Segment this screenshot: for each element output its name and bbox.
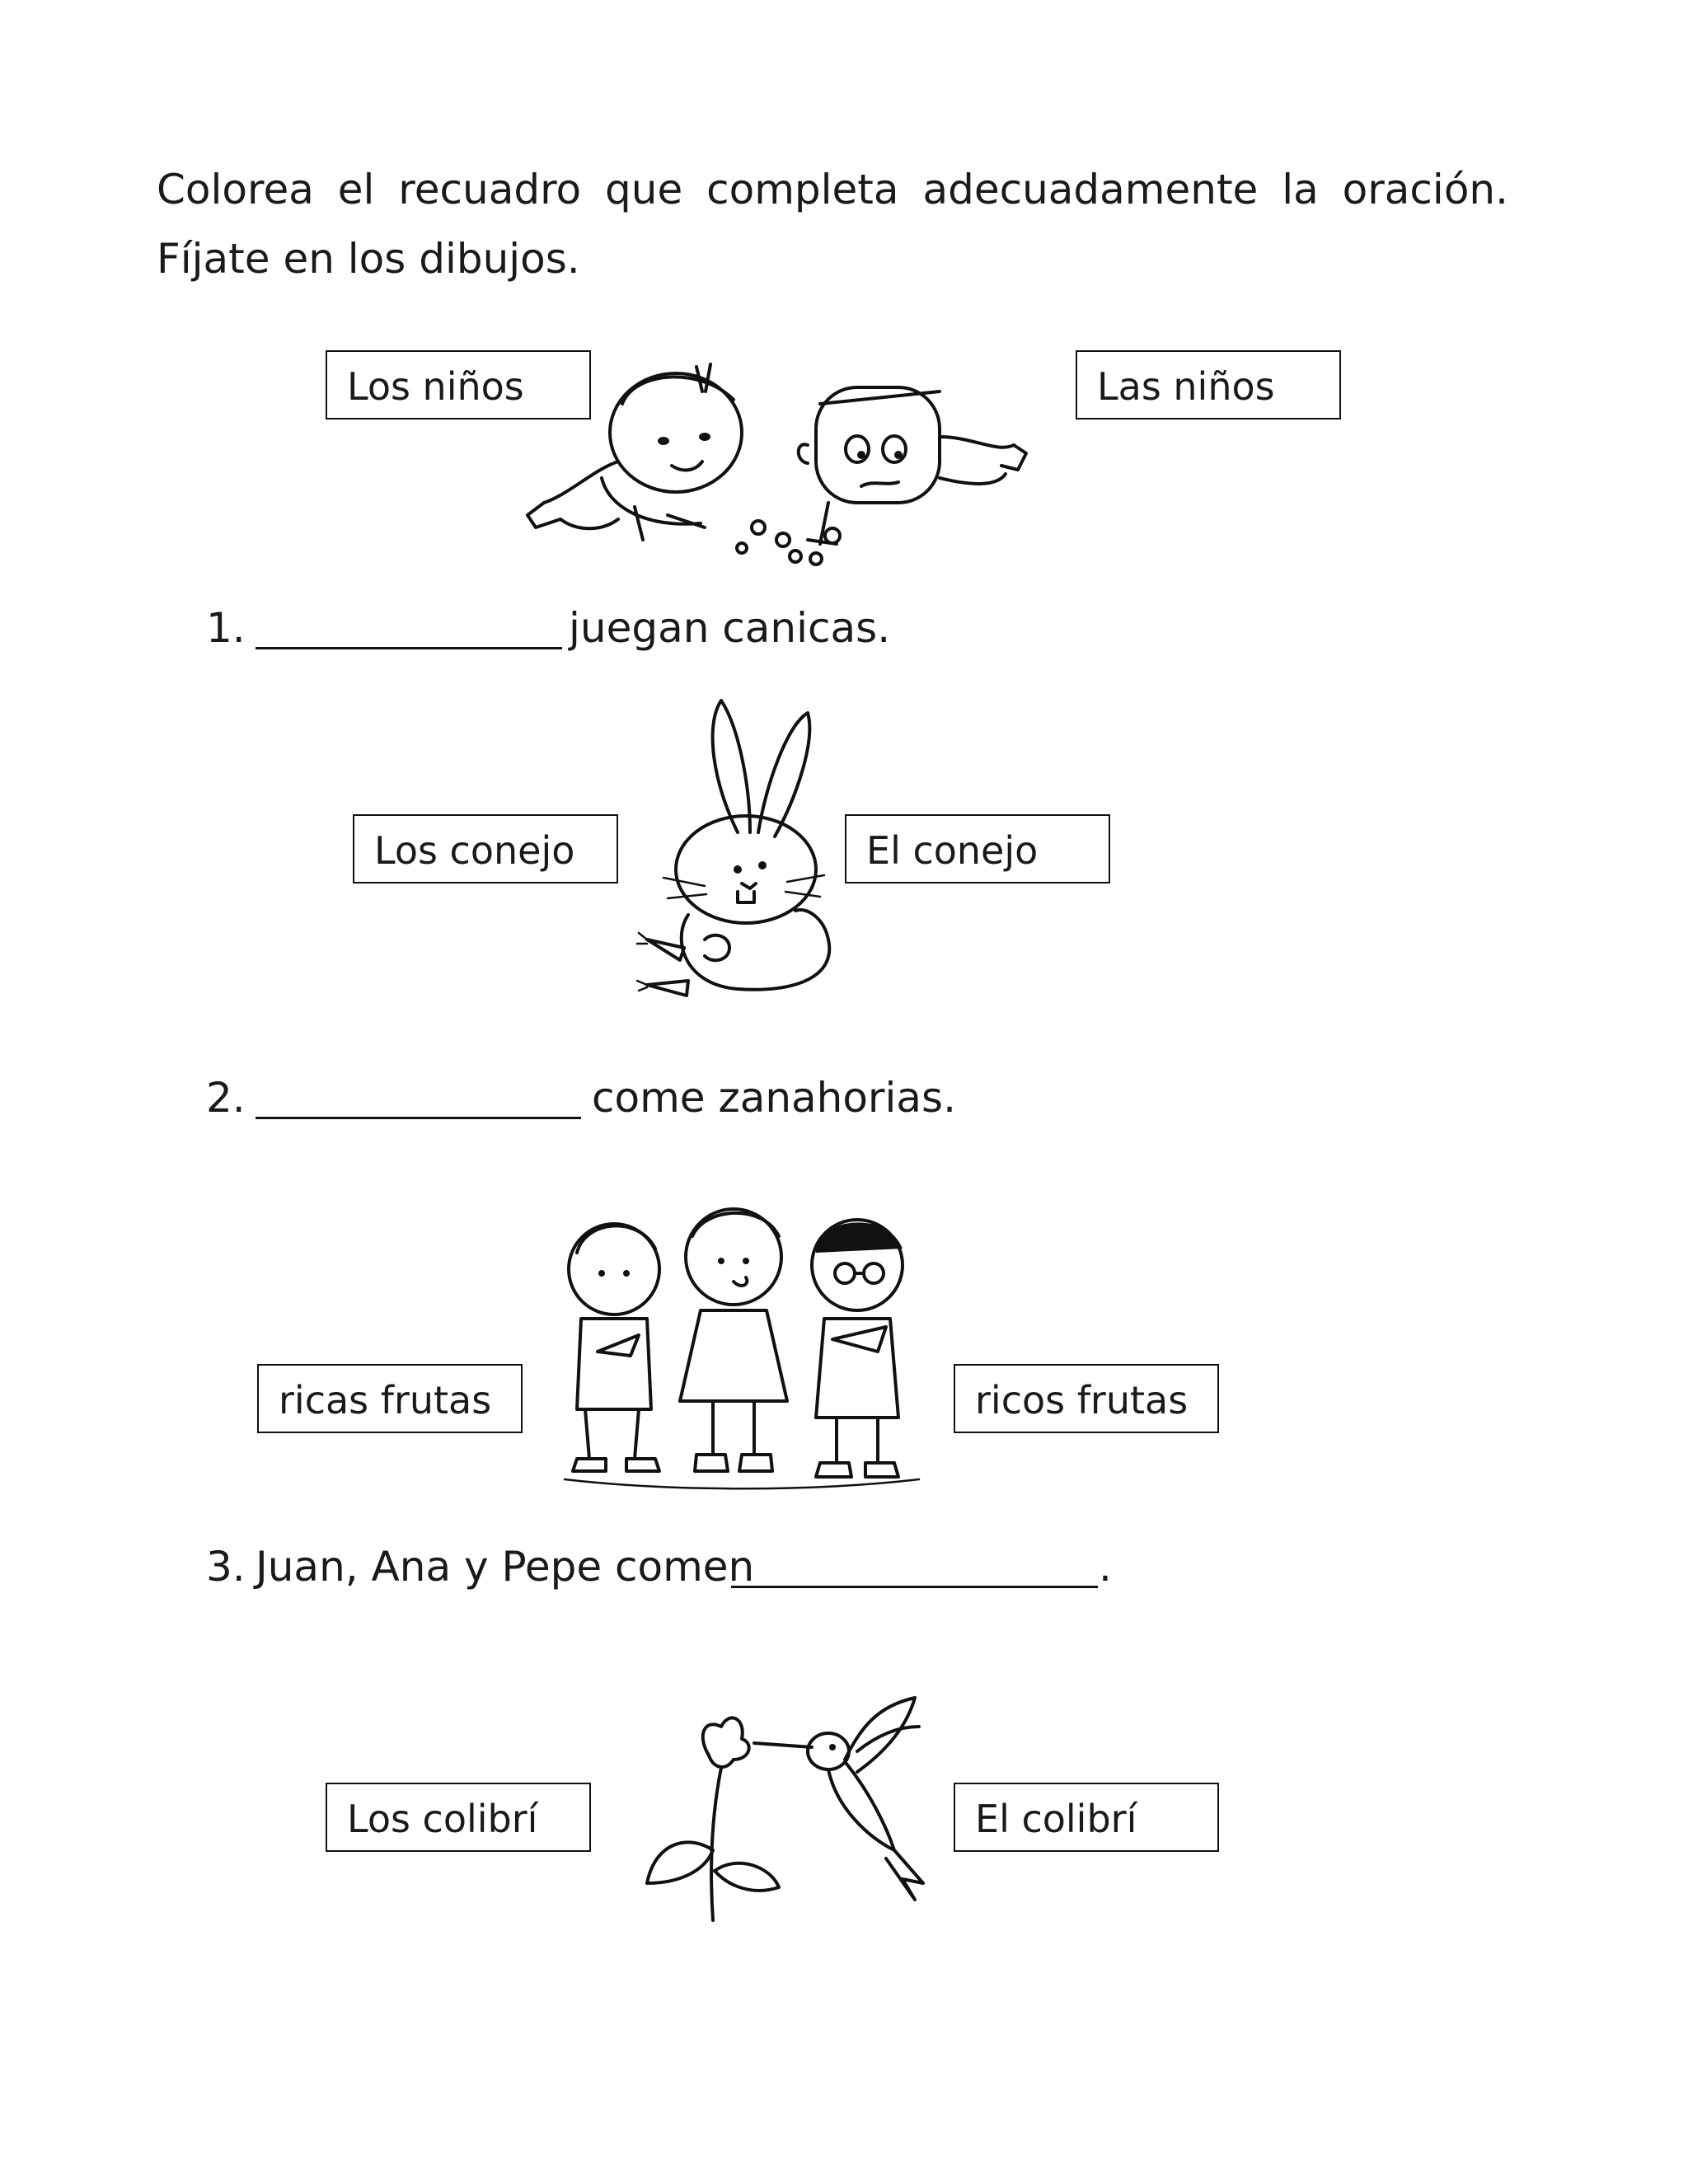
option-box-los-conejo[interactable]: Los conejo (353, 814, 618, 883)
instruction-text: Colorea el recuadro que completa adecuadamente la oración. Fíjate en los dibujos. (157, 166, 1508, 283)
question-text: juegan canicas. (569, 604, 891, 652)
question-text-after: . (1099, 1543, 1112, 1591)
option-box-los-colibri[interactable]: Los colibrí (326, 1783, 591, 1852)
option-box-ricos-frutas[interactable]: ricos frutas (954, 1364, 1219, 1433)
answer-blank[interactable] (731, 1586, 1098, 1588)
rabbit-eating-carrots-icon (614, 692, 849, 1001)
hummingbird-flower-icon (631, 1694, 931, 1924)
question-number: 1. (206, 604, 246, 652)
answer-blank[interactable] (256, 1117, 581, 1119)
question-text-before: Juan, Ana y Pepe comen (256, 1543, 755, 1591)
option-box-los-ninos[interactable]: Los niños (326, 350, 591, 419)
children-playing-marbles-icon (511, 354, 1039, 569)
question-number: 2. (206, 1074, 246, 1122)
answer-blank[interactable] (256, 647, 562, 649)
option-box-el-conejo[interactable]: El conejo (845, 814, 1110, 883)
children-eating-watermelon-icon (548, 1187, 935, 1500)
option-box-las-ninos[interactable]: Las niños (1076, 350, 1341, 419)
question-number: 3. (206, 1543, 246, 1591)
question-text: come zanahorias. (592, 1074, 956, 1122)
option-box-ricas-frutas[interactable]: ricas frutas (257, 1364, 523, 1433)
option-box-el-colibri[interactable]: El colibrí (954, 1783, 1219, 1852)
